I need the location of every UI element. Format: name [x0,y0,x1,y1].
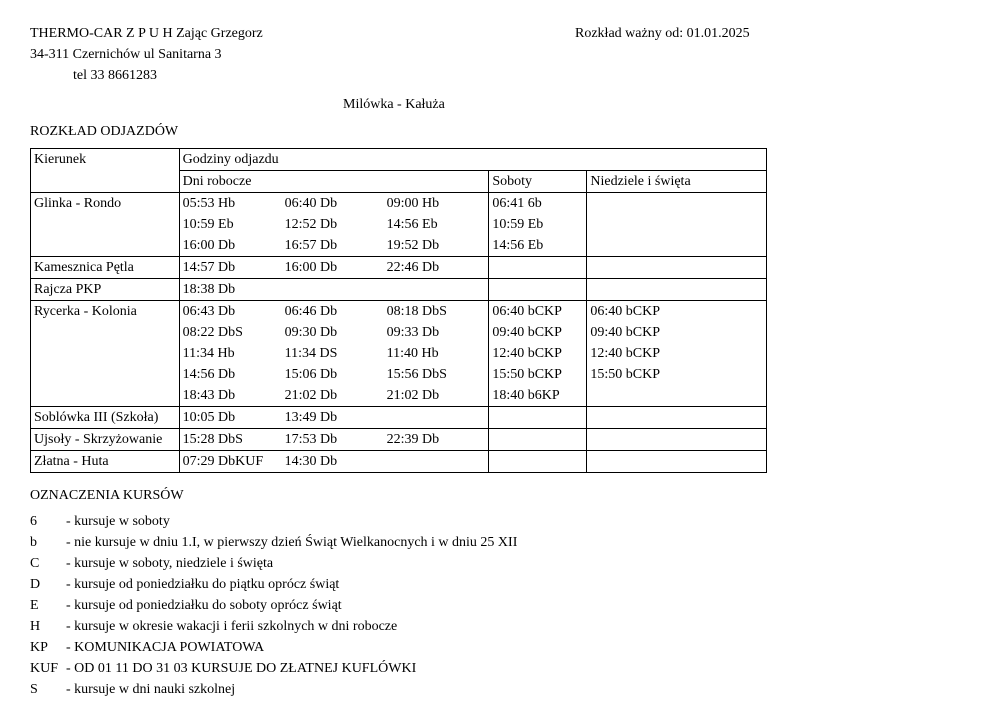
weekdays-cell [179,279,489,301]
saturdays-cell [489,429,587,451]
departure-time: 16:00 Db [284,260,338,275]
departure-time: 06:46 Db [284,304,338,319]
departure-time: 12:40 bCKP [590,346,660,361]
legend-list [30,514,517,703]
table-row [31,257,767,279]
weekdays-cell [179,257,489,279]
departure-time: 07:29 DbKUF [182,454,264,469]
direction-cell: Ujsoły - Skrzyżowanie [31,429,180,451]
legend-title: OZNACZENIA KURSÓW [30,488,184,503]
schedule-table [30,148,767,473]
direction-cell: Kamesznica Pętla [31,257,180,279]
departure-time: 18:38 Db [182,282,236,297]
departure-time: 10:59 Eb [182,217,234,232]
weekdays-cell [179,451,489,473]
sundays-cell [587,429,767,451]
header-row-1 [31,149,767,171]
legend-description: - kursuje od poniedziałku do piątku oprócz świąt [66,577,340,592]
departure-time: 18:40 b6KP [492,388,560,403]
legend-code: 6 [30,514,37,529]
departure-time: 15:56 DbS [386,367,447,382]
legend-item [30,556,517,577]
departure-time: 09:00 Hb [386,196,440,211]
departure-time: 10:05 Db [182,410,236,425]
departure-time: 08:18 DbS [386,304,447,319]
legend-item [30,640,517,661]
departure-time: 06:40 bCKP [590,304,660,319]
sundays-cell [587,407,767,429]
saturdays-cell [489,451,587,473]
route-title: Milówka - Kałuża [343,97,445,112]
departure-time: 15:50 bCKP [492,367,562,382]
sundays-cell [587,451,767,473]
departure-time: 14:56 Db [182,367,236,382]
departure-time: 21:02 Db [386,388,440,403]
departure-time: 09:33 Db [386,325,440,340]
saturdays-cell [489,193,587,257]
sundays-cell [587,301,767,407]
departure-time: 06:41 6b [492,196,542,211]
legend-code: H [30,619,41,634]
saturdays-cell [489,301,587,407]
company-name: THERMO-CAR Z P U H Zając Grzegorz [30,26,263,41]
departure-time: 17:53 Db [284,432,338,447]
departure-time: 11:40 Hb [386,346,439,361]
departure-time: 14:56 Eb [492,238,544,253]
departure-time: 11:34 Hb [182,346,235,361]
departure-time: 16:57 Db [284,238,338,253]
departure-time: 06:43 Db [182,304,236,319]
table-row [31,429,767,451]
departure-time: 15:50 bCKP [590,367,660,382]
legend-code: E [30,598,39,613]
legend-item [30,598,517,619]
legend-item [30,577,517,598]
weekdays-cell [179,429,489,451]
departure-time: 05:53 Hb [182,196,236,211]
legend-item [30,682,517,703]
departure-time: 15:06 Db [284,367,338,382]
sundays-cell [587,279,767,301]
departure-time: 19:52 Db [386,238,440,253]
sundays-cell [587,257,767,279]
legend-code: b [30,535,37,550]
departure-time: 12:52 Db [284,217,338,232]
departure-time: 13:49 Db [284,410,338,425]
section-title: ROZKŁAD ODJAZDÓW [30,124,179,139]
legend-item [30,661,517,682]
departure-time: 22:46 Db [386,260,440,275]
legend-item [30,514,517,535]
legend-code: C [30,556,40,571]
legend-code: D [30,577,41,592]
departure-time: 14:30 Db [284,454,338,469]
saturdays-cell [489,257,587,279]
departure-time: 06:40 Db [284,196,338,211]
legend-description: - nie kursuje w dniu 1.I, w pierwszy dzień Świąt Wielkanocnych i w dniu 25 XII [66,535,518,550]
departure-time: 14:57 Db [182,260,236,275]
header-weekdays: Dni robocze [179,171,489,193]
departure-time: 16:00 Db [182,238,236,253]
table-row [31,301,767,407]
table-row [31,279,767,301]
header-sundays: Niedziele i święta [587,171,767,193]
weekdays-cell [179,407,489,429]
legend-code: KUF [30,661,59,676]
direction-cell: Glinka - Rondo [31,193,180,257]
saturdays-cell [489,279,587,301]
legend-item [30,535,517,556]
departure-time: 10:59 Eb [492,217,544,232]
departure-time: 08:22 DbS [182,325,243,340]
departure-time: 11:34 DS [284,346,338,361]
legend-description: - kursuje w okresie wakacji i ferii szkolnych w dni robocze [66,619,398,634]
table-row [31,451,767,473]
departure-time: 21:02 Db [284,388,338,403]
direction-cell: Rajcza PKP [31,279,180,301]
legend-code: KP [30,640,48,655]
company-phone: tel 33 8661283 [73,68,157,83]
legend-description: - OD 01 11 DO 31 03 KURSUJE DO ZŁATNEJ KUFLÓWKI [66,661,417,676]
direction-cell: Soblówka III (Szkoła) [31,407,180,429]
legend-description: - kursuje od poniedziałku do soboty oprócz świąt [66,598,342,613]
table-row [31,193,767,257]
header-times: Godziny odjazdu [179,149,766,171]
direction-cell: Złatna - Huta [31,451,180,473]
legend-item [30,619,517,640]
departure-time: 18:43 Db [182,388,236,403]
departure-time: 14:56 Eb [386,217,438,232]
table-row [31,407,767,429]
valid-from: Rozkład ważny od: 01.01.2025 [575,26,750,41]
header-direction: Kierunek [31,149,180,193]
legend-description: - KOMUNIKACJA POWIATOWA [66,640,265,655]
legend-code: S [30,682,38,697]
company-address: 34-311 Czernichów ul Sanitarna 3 [30,47,222,62]
departure-time: 12:40 bCKP [492,346,562,361]
departure-time: 06:40 bCKP [492,304,562,319]
departure-time: 09:30 Db [284,325,338,340]
sundays-cell [587,193,767,257]
saturdays-cell [489,407,587,429]
weekdays-cell [179,193,489,257]
departure-time: 09:40 bCKP [590,325,660,340]
legend-description: - kursuje w soboty [66,514,170,529]
weekdays-cell [179,301,489,407]
legend-description: - kursuje w dni nauki szkolnej [66,682,236,697]
departure-time: 15:28 DbS [182,432,243,447]
direction-cell: Rycerka - Kolonia [31,301,180,407]
legend-description: - kursuje w soboty, niedziele i święta [66,556,274,571]
header-saturdays: Soboty [489,171,587,193]
departure-time: 09:40 bCKP [492,325,562,340]
departure-time: 22:39 Db [386,432,440,447]
